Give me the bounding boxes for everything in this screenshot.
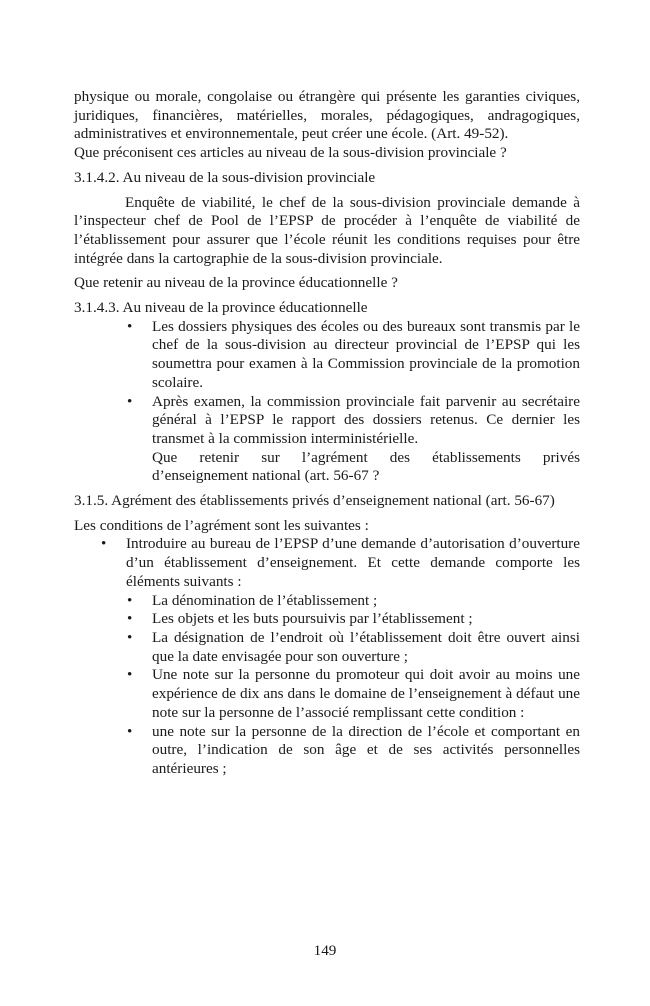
question: Que retenir au niveau de la province éducationnelle ? (74, 274, 398, 292)
list-item-text: Les dossiers physiques des écoles ou des bureaux sont transmis par le chef de la sous-division au directeur provincial de l’EPSP qui les soumettra pour examen à la Commission provinciale de la promotion scolaire. (152, 317, 580, 391)
list-item-text: La dénomination de l’établissement ; (152, 591, 378, 609)
bullet-icon: • (101, 535, 107, 553)
bullet-list (74, 535, 580, 778)
question: d’enseignement national (art. 56-67 ? (152, 467, 380, 485)
list-item (74, 610, 580, 629)
page-number: 149 (313, 942, 337, 959)
list-item-text: Les objets et les buts poursuivis par l’établissement ; (152, 610, 473, 628)
list-item (74, 666, 580, 722)
list-item-text: La désignation de l’endroit où l’établissement doit être ouvert ainsi que la date envisagée pour son ouverture ; (152, 628, 580, 665)
paragraph: Les conditions de l’agrément sont les suivantes : (74, 516, 369, 534)
page-body (74, 88, 580, 779)
question: Que préconisent ces articles au niveau de la sous-division provinciale ? (74, 144, 507, 162)
list-item (74, 723, 580, 779)
list-item (74, 318, 580, 393)
list-item (74, 629, 580, 666)
bullet-icon: • (127, 392, 133, 410)
question: Que retenir sur l’agrément des établissements privés (152, 448, 580, 466)
list-item-text: Une note sur la personne du promoteur qui doit avoir au moins une expérience de dix ans dans le domaine de l’enseignement à défaut une note sur la personne de l’associé remplissant cette condition : (152, 666, 580, 721)
bullet-icon: • (127, 591, 133, 609)
bullet-icon: • (127, 722, 133, 740)
list-item (74, 393, 580, 449)
list-item (74, 535, 580, 591)
list-item-text: Après examen, la commission provinciale fait parvenir au secrétaire général à l’EPSP le rapport des dossiers retenus. Ce dernier les transmet à la commission interministérielle. (152, 392, 580, 447)
list-item-text: Introduire au bureau de l’EPSP d’une demande d’autorisation d’ouverture d’un établissement d’enseignement. Et cette demande comporte les éléments suivants : (126, 535, 580, 590)
paragraph: Enquête de viabilité, le chef de la sous-division provinciale demande à l’inspecteur chef de Pool de l’EPSP de procéder à l’enquête de viabilité de l’établissement pour assurer que l’école réunit les conditions requises pour être intégrée dans la cartographie de la sous-division provinciale. (74, 193, 580, 267)
section-heading: 3.1.4.3. Au niveau de la province éducationnelle (74, 299, 368, 317)
bullet-icon: • (127, 610, 133, 628)
bullet-icon: • (127, 666, 133, 684)
list-item-text: une note sur la personne de la direction de l’école et comportant en outre, l’indication de son âge et de ses activités personnelles antérieures ; (152, 722, 580, 777)
bullet-icon: • (127, 317, 133, 335)
section-heading: 3.1.4.2. Au niveau de la sous-division provinciale (74, 168, 376, 186)
paragraph: physique ou morale, congolaise ou étrangère qui présente les garanties civiques, juridiques, financières, matérielles, morales, pédagogiques, andragogiques, administratives et environnementale, peut créer une école. (Art. 49-52). (74, 88, 580, 143)
list-item (74, 592, 580, 611)
bullet-icon: • (127, 628, 133, 646)
section-heading: 3.1.5. Agrément des établissements privés d’enseignement national (art. 56-67) (74, 492, 555, 510)
bullet-list (74, 318, 580, 486)
